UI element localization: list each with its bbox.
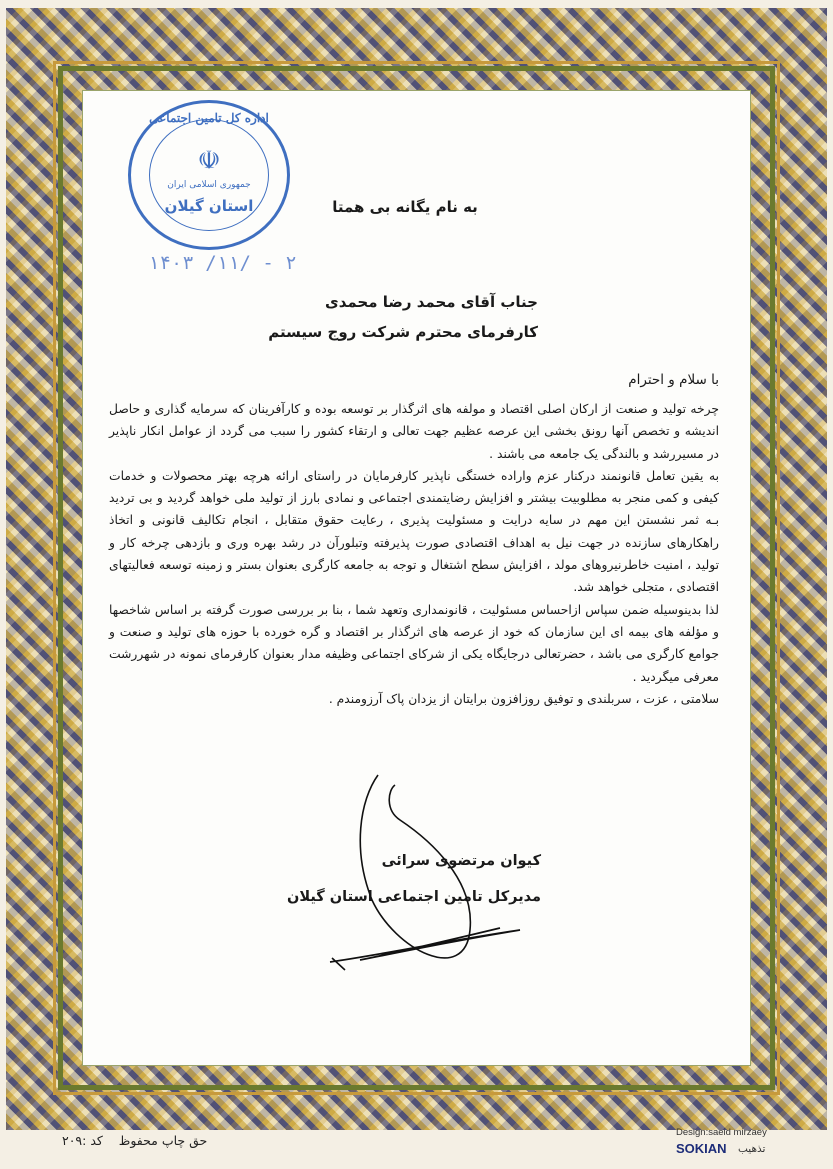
closing-line: سلامتی ، عزت ، سربلندی و توفیق روزافزون برایتان از یزدان پاک آرزومندم . (328, 691, 719, 706)
copyright-text: حق چاپ محفوظ (118, 1133, 208, 1148)
brand-label: تذهیب (738, 1143, 766, 1155)
signer-title: مدیرکل تامین اجتماعی استان گیلان (286, 889, 541, 905)
paragraph-2: به یقین تعامل قانونمند درکنار عزم واراده خستگی ناپذیر کارفرمایان در راستای ارائه هرچه بهتر محصولات و خدمات کیفی و کمی منجر به مطلوبیت بیشتر و افزایش رضایتمندی اجتماعی و نمادی بارز از تولید ملی خواهد گردید و بی تردید بـه ثمر نشستن این مهم در سایه درایت و مسئولیت پذیری ، رعایت حقوق متقابل ، انجام تکالیف قانونی و اتخاذ راهکارهای سازنده در جهت نیل به اهداف اقتصادی صورت پذیرفته وتبلورآن در رشد بهره وری و بازدهی چرخه کار و تولید ، امنیت خاطرنیروهای مولد ، افزایش سطح اشتغال و توجه به جامعه کارگری بعنوان بستر و زمینه توسعه فعالیتهای اقتصادی ، متجلی خواهد شد. (109, 468, 719, 595)
signer-name: کیوان مرتضوی سرائی (381, 853, 541, 869)
brand-logo: SOKIAN (676, 1141, 727, 1156)
letter-heading: به نام یگانه بی همتا (332, 198, 478, 216)
recipient-name: جناب آقای محمد رضا محمدی (324, 293, 538, 311)
official-stamp (128, 100, 290, 250)
paragraph-3: لذا بدینوسیله ضمن سپاس ازاحساس مسئولیت ، قانونمداری وتعهد شما ، بنا بر بررسی صورت گرفته بر اساس شاخصها و مؤلفه های بیمه ای این سازمان که خود از عرصه های اثرگذار بر اقتصاد و گره خورده با حوزه های تولید و صنعت و جوامع کارگری می باشد ، حضرتعالی درجایگاه یکی از شرکای اجتماعی وظیفه مدار بعنوان کارفرمای نمونه در شهررشت معرفی میگردید . (109, 602, 719, 684)
stamp-subtitle: جمهوری اسلامی ایران (167, 180, 251, 190)
footer-code (62, 1133, 207, 1148)
signer-block (241, 843, 541, 915)
stamp-date: ۱۴۰۳ /۱۱/ - ۲ (148, 252, 297, 274)
design-credit: Design:saeid mirzaey (676, 1127, 767, 1138)
code-label: کد :۲۰۹ (62, 1133, 103, 1148)
stamp-province: استان گیلان (164, 197, 254, 215)
stamp-ring-text: اداره کل تامین اجتماعی (149, 111, 269, 125)
paragraph-1: چرخه تولید و صنعت از ارکان اصلی اقتصاد و مولفه های اثرگذار بر توسعه بوده و کارآفرینان که سرمایه گذاری و حاصل اندیشه و تخصص آنها رونق بخشی این عرصه عظیم جهت تعالی و ارتقاء کشور را سبب می گردد از عوامل انکار ناپذیر در مسیررشد و بالندگی یک جامعه می باشند . (109, 402, 719, 461)
recipient-title: کارفرمای محترم شرکت روج سیستم (268, 323, 538, 341)
emblem-icon: ☫ (197, 146, 221, 176)
recipient-block (178, 287, 538, 347)
greeting: با سلام و احترام (628, 372, 719, 388)
letter-body (109, 398, 719, 710)
